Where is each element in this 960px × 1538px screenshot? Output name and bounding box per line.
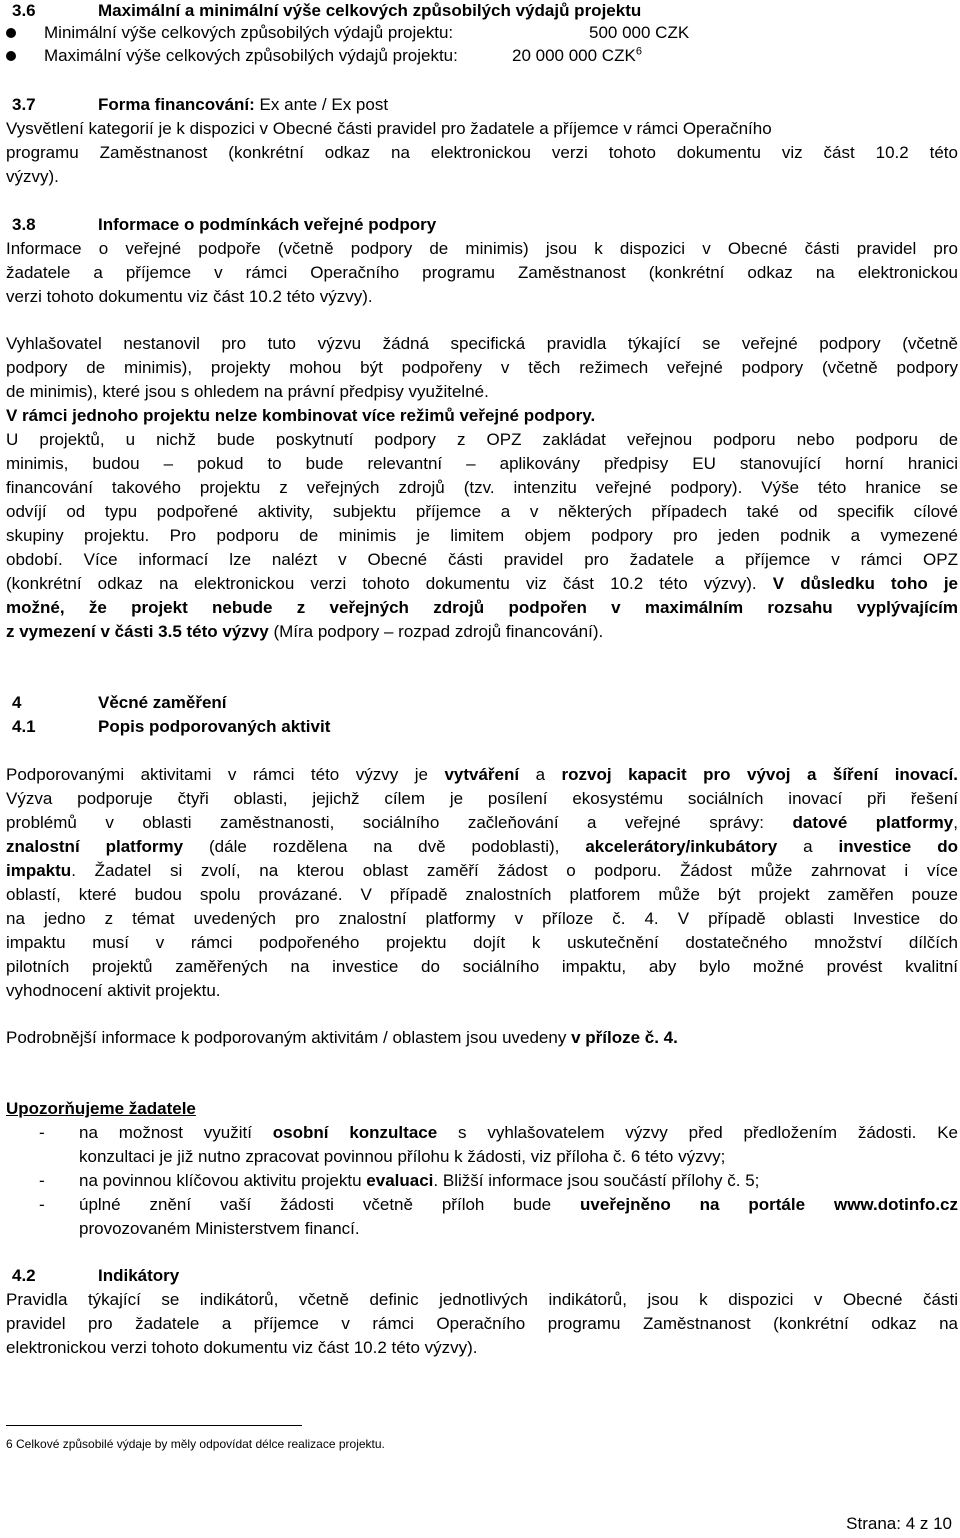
bold-span: investice do [838, 837, 958, 856]
section-number: 4.2 [12, 1266, 36, 1285]
text-span: na povinnou klíčovou aktivitu projektu [79, 1171, 362, 1190]
text-line: Informace o veřejné podpoře (včetně podpory de minimis) jsou k dispozici v Obecné části pravidel pro [6, 239, 958, 258]
text-line: podpory de minimis), projekty mohou být podpořeny v těch režimech veřejné podpory (včetně podpory [6, 358, 958, 377]
section-title: Informace o podmínkách veřejné podpory [98, 215, 437, 234]
footnote: 6 Celkové způsobilé výdaje by měly odpovídat délce realizace projektu. [6, 1437, 385, 1451]
text-line: žadatele a příjemce v rámci Operačního programu Zaměstnanost (konkrétní odkaz na elektronickou [6, 263, 958, 282]
text-line: oblastí, které budou spolu provázané. V případě znalostních platforem může být projekt zaměřen pouze [6, 885, 958, 904]
text-span: a [535, 765, 546, 784]
dash-marker: - [39, 1195, 45, 1214]
financing-form-value: Ex ante / Ex post [259, 95, 389, 114]
section-number: 3.8 [12, 215, 36, 234]
text-line: impaktu musí v rámci podpořeného projektu dojít k uskutečnění dostatečného množství dílčích [6, 933, 958, 952]
max-expenditure-row [44, 45, 944, 67]
chapter-number: 4 [12, 693, 22, 712]
section-number: 3.7 [12, 95, 36, 114]
min-expenditure-row [44, 22, 944, 44]
text-span: , [953, 813, 958, 832]
bold-span: v příloze č. 4. [571, 1028, 678, 1047]
text-line: Vysvětlení kategorií je k dispozici v Obecné části pravidel pro žadatele a příjemce v rámci Operačního [6, 119, 772, 138]
dash-marker: - [39, 1171, 45, 1190]
max-label: Maximální výše celkových způsobilých výdajů projektu: [44, 46, 458, 65]
text-line: de minimis), které jsou s ohledem na právní předpisy využitelné. [6, 382, 489, 401]
text-line: pravidel pro žadatele a příjemce v rámci Operačního programu Zaměstnanost (konkrétní odkaz na [6, 1314, 958, 1333]
text-span: . Žadatel si zvolí, na kterou oblast zaměří žádost o podporu. Žádost může zahrnovat i více [71, 861, 958, 880]
text-span: a [803, 837, 813, 856]
notice-heading: Upozorňujeme žadatele [6, 1099, 196, 1118]
text-line: konzultaci je již nutno zpracovat povinnou přílohu k žádosti, viz příloha č. 6 této výzvy; [79, 1147, 726, 1166]
bold-span: akcelerátory/inkubátory [585, 837, 778, 856]
section-number: 3.6 [12, 1, 36, 20]
text-line [6, 860, 958, 882]
text-span: problémů v oblasti zaměstnanosti, sociálního začleňování a veřejné správy: [6, 813, 765, 832]
bullet-icon [6, 28, 16, 38]
text-line: elektronickou verzi tohoto dokumentu viz část 10.2 této výzvy). [6, 1338, 478, 1357]
text-span: Podporovanými aktivitami v rámci této výzvy je [6, 765, 428, 784]
text-line: období. Více informací lze nalézt v Obecné části pravidel pro žadatele a příjemce v rámci OPZ [6, 550, 958, 569]
bold-span: rozvoj kapacit pro vývoj a šíření inovací [561, 765, 954, 784]
bold-span: z vymezení v části 3.5 této výzvy [6, 622, 269, 641]
text-line: U projektů, u nichž bude poskytnutí podpory z OPZ zakládat veřejnou podporu nebo podporu de [6, 430, 958, 449]
bold-span: znalostní platformy [6, 837, 184, 856]
bold-span: osobní konzultace [272, 1123, 438, 1142]
text-line: Pravidla týkající se indikátorů, včetně definic jednotlivých indikátorů, jsou k dispozici v Obecné části [6, 1290, 958, 1309]
section-title: Forma financování: [98, 95, 255, 114]
text-line [6, 836, 958, 858]
text-line: na jedno z témat uvedených pro znalostní platformy v příloze č. 4. V případě oblasti Investice do [6, 909, 958, 928]
text-line: pilotních projektů zaměřených na investice do sociálního impaktu, aby bylo možné provést kvalitní [6, 957, 958, 976]
text-line [6, 1027, 958, 1049]
bold-line: možné, že projekt nebude z veřejných zdrojů podpořen v maximálním rozsahu vyplývajícím [6, 598, 958, 617]
text-line: financování takového projektu z veřejných zdrojů (tzv. intenzitu veřejné podpory). Výše této hranice se [6, 478, 958, 497]
text-line: skupiny projektu. Pro podporu de minimis je limitem objem podpory pro jeden podnik a vymezené [6, 526, 958, 545]
text-line [6, 573, 958, 595]
footnote-ref: 6 [635, 45, 642, 58]
text-line: výzvy). [6, 167, 59, 186]
bold-span: impaktu [6, 861, 72, 880]
text-line: verzi tohoto dokumentu viz část 10.2 této výzvy). [6, 287, 373, 306]
text-span: úplné znění vaší žádosti včetně příloh bude [79, 1195, 552, 1214]
dash-marker: - [39, 1123, 45, 1142]
text-line: provozovaném Ministerstvem financí. [79, 1219, 360, 1238]
text-line: programu Zaměstnanost (konkrétní odkaz na elektronickou verzi tohoto dokumentu viz část 10.2 této [6, 143, 958, 162]
page-number: Strana: 4 z 10 [846, 1514, 952, 1533]
text-line: minimis, budou – pokud to bude relevantní – aplikovány předpisy EU stanovující horní hranici [6, 454, 958, 473]
text-line [6, 812, 958, 834]
bold-statement: V rámci jednoho projektu nelze kombinovat více režimů veřejné podpory. [6, 406, 596, 425]
bullet-icon [6, 51, 16, 61]
section-number: 4.1 [12, 717, 36, 736]
text-span: (konkrétní odkaz na elektronickou verzi tohoto dokumentu viz část 10.2 této výzvy). [6, 574, 757, 593]
min-value: 500 000 CZK [589, 23, 690, 42]
footnote-separator [6, 1425, 302, 1426]
bold-span: uveřejněno na portále www.dotinfo.cz [580, 1195, 958, 1214]
text-span: . Bližší informace jsou součástí přílohy č. 5; [433, 1171, 760, 1190]
bold-span: vytváření [444, 765, 520, 784]
bold-span: datové platformy [792, 813, 954, 832]
section-title: Indikátory [98, 1266, 180, 1285]
max-value: 20 000 000 CZK [512, 46, 636, 65]
text-span: (Míra podpory – rozpad zdrojů financování). [273, 622, 604, 641]
text-span: s vyhlašovatelem výzvy před předložením žádosti. Ke [458, 1123, 959, 1142]
bold-span: V důsledku toho je [772, 574, 959, 593]
text-line: Vyhlašovatel nestanovil pro tuto výzvu žádná specifická pravidla týkající se veřejné podpory (včetně [6, 334, 958, 353]
bold-span: evaluaci [366, 1171, 434, 1190]
bold-span: . [953, 765, 959, 784]
text-line: Výzva podporuje čtyři oblasti, jejichž cílem je posílení ekosystému sociálních inovací při řešení [6, 789, 958, 808]
chapter-title: Věcné zaměření [98, 693, 227, 712]
text-span: (dále rozdělena na dvě podoblasti), [209, 837, 560, 856]
text-line: vyhodnocení aktivit projektu. [6, 981, 221, 1000]
section-title: Maximální a minimální výše celkových způsobilých výdajů projektu [98, 1, 642, 20]
text-line: odvíjí od typu podpořené aktivity, subjektu příjemce a v některých případech také od specifik cílové [6, 502, 958, 521]
text-span: na možnost využití [79, 1123, 252, 1142]
text-span: Podrobnější informace k podporovaným aktivitám / oblastem jsou uvedeny [6, 1028, 567, 1047]
section-title: Popis podporovaných aktivit [98, 717, 331, 736]
text-line [6, 764, 958, 786]
min-label: Minimální výše celkových způsobilých výdajů projektu: [44, 23, 454, 42]
text-line [6, 621, 958, 643]
